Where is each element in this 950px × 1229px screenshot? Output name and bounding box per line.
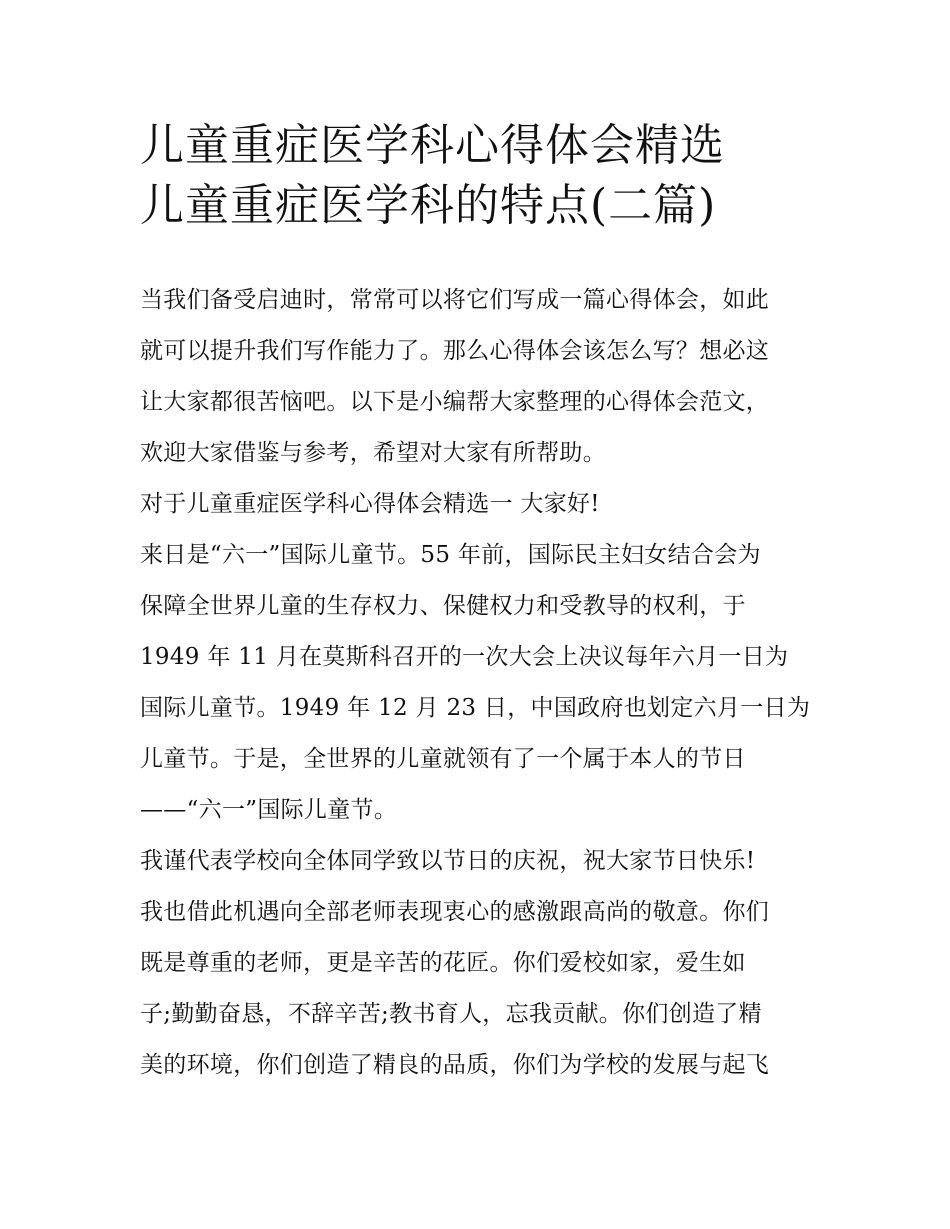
body-line: 让大家都很苦恼吧。以下是小编帮大家整理的心得体会范文， <box>140 389 770 415</box>
body-line: 1949 年 11 月在莫斯科召开的一次大会上决议每年六月一日为 <box>140 644 789 670</box>
body-line: 子;勤勤奋恳，不辞辛苦;教书育人，忘我贡献。你们创造了精 <box>140 1001 762 1027</box>
body-line: 我也借此机遇向全部老师表现衷心的感激跟高尚的敬意。你们 <box>140 899 770 925</box>
body-line: 既是尊重的老师，更是辛苦的花匠。你们爱校如家，爱生如 <box>140 950 746 976</box>
title-line: 儿童重症医学科心得体会精选 <box>140 120 725 171</box>
body-line: 国际儿童节。1949 年 12 月 23 日，中国政府也划定六月一日为 <box>140 695 811 721</box>
document-body <box>140 275 820 1091</box>
body-line: 当我们备受启迪时，常常可以将它们写成一篇心得体会，如此 <box>140 287 770 313</box>
body-line: 欢迎大家借鉴与参考，希望对大家有所帮助。 <box>140 440 606 466</box>
body-line: ——“六一”国际儿童节。 <box>140 797 398 823</box>
body-line: 美的环境，你们创造了精良的品质，你们为学校的发展与起飞 <box>140 1052 770 1078</box>
document-title <box>140 116 830 236</box>
title-line: 儿童重症医学科的特点(二篇) <box>140 180 717 231</box>
body-line: 儿童节。于是，全世界的儿童就领有了一个属于本人的节日 <box>140 746 746 772</box>
body-line: 就可以提升我们写作能力了。那么心得体会该怎么写？想必这 <box>140 338 770 364</box>
body-line: 保障全世界儿童的生存权力、保健权力和受教导的权利，于 <box>140 593 746 619</box>
body-line: 我谨代表学校向全体同学致以节日的庆祝，祝大家节日快乐! <box>140 848 756 874</box>
body-line: 来日是“六一”国际儿童节。55 年前，国际民主妇女结合会为 <box>140 542 761 568</box>
body-line: 对于儿童重症医学科心得体会精选一 大家好! <box>140 491 600 517</box>
